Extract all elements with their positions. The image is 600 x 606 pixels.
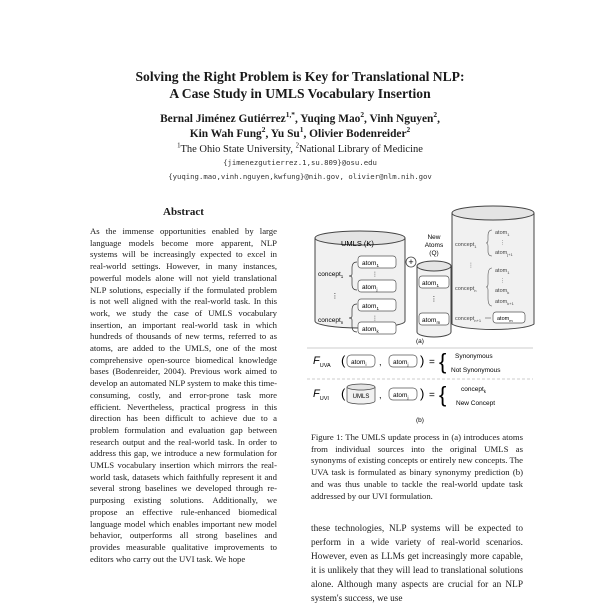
u-atom-j1: atom$_{j+1}$	[495, 250, 513, 257]
updated-umls-cylinder	[452, 206, 534, 329]
affil-sup: 2	[295, 142, 299, 150]
atom-n-k: atom$_k$	[362, 326, 379, 334]
vdots: ⋮	[331, 293, 339, 300]
uvi-arg1: UMLS	[352, 394, 370, 400]
comma: ,	[379, 390, 382, 400]
affiliation-osu: The Ohio State University,	[180, 144, 296, 155]
out-synonymous: Synonymous	[455, 353, 493, 360]
concept-1: concept$_1$	[318, 271, 344, 279]
figure-caption	[311, 432, 523, 502]
equals-sign: =	[429, 390, 435, 401]
comma: ,	[379, 357, 382, 367]
author-sup: 2	[360, 110, 365, 120]
uva-arg2: atom$_j$	[393, 359, 409, 367]
out-new-concept: New Concept	[456, 400, 496, 407]
abstract-body	[90, 226, 277, 565]
atom-1-1: atom$_1$	[362, 260, 379, 268]
affil-sup: 1	[177, 142, 181, 150]
umls-label: UMLS (K)	[341, 239, 374, 248]
author-name: Yu Su	[270, 128, 300, 140]
author-name: Olivier Bodenreider	[309, 128, 407, 140]
caption-text: Figure 1: The UMLS update process in (a) introduces atoms from individual sources into the original UMLS as synonyms of existing concepts or entirely new concepts. The UVA task is formulated as binary synonymy prediction (b) and was thus unable to tackle the real-world update task addressed by our UVI formulation.	[311, 432, 523, 501]
vdots: ⋮	[372, 272, 378, 278]
panel-b-label: (b)	[416, 417, 424, 424]
plus-sign: +	[408, 257, 414, 267]
output-brace: {	[439, 382, 447, 407]
paren-open: (	[341, 386, 346, 401]
f-uvi: $F_{UVI}$	[313, 388, 329, 402]
author-sup: 1,*	[285, 110, 296, 120]
title-line-2: A Case Study in UMLS Vocabulary Insertion	[169, 86, 431, 101]
right-column-body	[311, 522, 523, 606]
email-line-2: {yuqing.mao,vinh.nguyen,kwfung}@nih.gov, olivier@nlm.nih.gov	[168, 172, 432, 181]
title-line-1: Solving the Right Problem is Key for Translational NLP:	[135, 69, 465, 84]
new-atoms-label: Atoms	[424, 242, 444, 249]
f-uva: $F_{UVA}$	[313, 355, 331, 369]
body-text: these technologies, NLP systems will be expected to perform in a wide variety of real-world scenarios. However, even as LLMs get increasingly more capable, it is unlikely that they will lead to translational solutions alone. Although many aspects are crucial for an NLP system's success, we use	[311, 524, 523, 604]
u-concept-n: concept$_n$	[455, 286, 477, 293]
author-name: Kin Wah Fung	[189, 128, 262, 140]
u-atom-m: atom$_m$	[497, 316, 513, 323]
figure-1	[305, 196, 535, 426]
vdots: ⋮	[468, 263, 474, 269]
vdots: ⋮	[372, 316, 378, 322]
atom-1-j: atom$_j$	[362, 284, 378, 292]
new-atoms-label: (Q)	[429, 250, 439, 257]
author-name: Bernal Jiménez Gutiérrez	[160, 113, 286, 125]
u-atom-n1: atom$_1$	[495, 268, 510, 275]
u-atom-nk: atom$_k$	[495, 288, 510, 295]
u-atom-1: atom$_1$	[495, 230, 510, 237]
equals-sign: =	[429, 357, 435, 368]
vdots: ⋮	[500, 240, 505, 246]
author-sup: 1	[299, 125, 304, 135]
paren-open: (	[341, 353, 346, 368]
uvi-arg2: atom$_j$	[393, 392, 409, 400]
author-sup: 2	[433, 110, 438, 120]
affiliation-nlm: National Library of Medicine	[298, 144, 423, 155]
q-atom-m: atom$_m$	[422, 317, 441, 325]
u-atom-k1: atom$_{k+1}$	[495, 299, 514, 306]
email-line-1: {jimenezgutierrez.1,su.809}@osu.edu	[223, 158, 377, 167]
paren-close: )	[420, 386, 425, 401]
author-sup: 2	[261, 125, 266, 135]
paren-close: )	[420, 353, 425, 368]
uva-arg1: atom$_i$	[351, 359, 367, 367]
concept-n: concept$_n$	[318, 317, 344, 325]
q-atom-1: atom$_1$	[422, 280, 439, 288]
output-brace: {	[439, 349, 447, 374]
out-concept: concept$_k$	[461, 386, 487, 394]
panel-a-label: (a)	[416, 338, 424, 345]
author-list: Bernal Jiménez Gutiérrez$^{1,*}$, Yuqing Mao$^2$, Vinh Nguyen$^2$, Kin Wah Fung$^2$, Yu Su$^1$, Olivier Bodenreider$^2$	[160, 110, 440, 140]
author-sup: 2	[406, 125, 411, 135]
affiliations	[0, 143, 600, 156]
abstract-text: As the immense opportunities enabled by large language models become more apparent, NLP systems will be increasingly expected to excel in real-world settings. However, in many instances, powerful models alone will not yield translational NLP solutions, especially if the formulated problem is not well aligned with the real-world task. In this work, we study the case of UMLS vocabulary insertion, an important real-world task in which hundreds of thousands of new terms, referred to as atoms, are added to the UMLS, one of the most comprehensive open-source biomedical knowledge bases (Bodenreider, 2004). Previous work aimed to develop an automated NLP system to make this time-consuming, costly, and error-prone task more efficient. Nevertheless, practical progress in this direction has been difficult to achieve due to a problem formulation and evaluation gap between research output and the real-world task. In order to address this gap, we introduce a new formulation for UMLS vocabulary insertion which mirrors the real-world task, datasets which faithfully represent it and several strong baselines we developed through re-purposing existing solutions. Additionally, we propose an effective rule-enhanced biomedical language model which enables important new model behavior, outperforms all strong baselines and provides measurable qualitative improvements to editors who carry out the UVI task. We hope	[90, 226, 277, 564]
new-atoms-label: New	[427, 234, 441, 241]
u-concept-1: concept$_1$	[455, 242, 477, 249]
out-not-synonymous: Not Synonymous	[451, 367, 501, 374]
vdots: ⋮	[500, 278, 505, 284]
u-concept-n1: concept$_{n+1}$	[455, 316, 482, 323]
vdots: ⋮	[430, 296, 438, 303]
author-name: Vinh Nguyen	[369, 113, 434, 125]
paper-title	[0, 68, 600, 102]
atom-n-1: atom$_1$	[362, 303, 379, 311]
abstract-heading: Abstract	[163, 206, 204, 218]
author-name: Yuqing Mao	[300, 113, 361, 125]
